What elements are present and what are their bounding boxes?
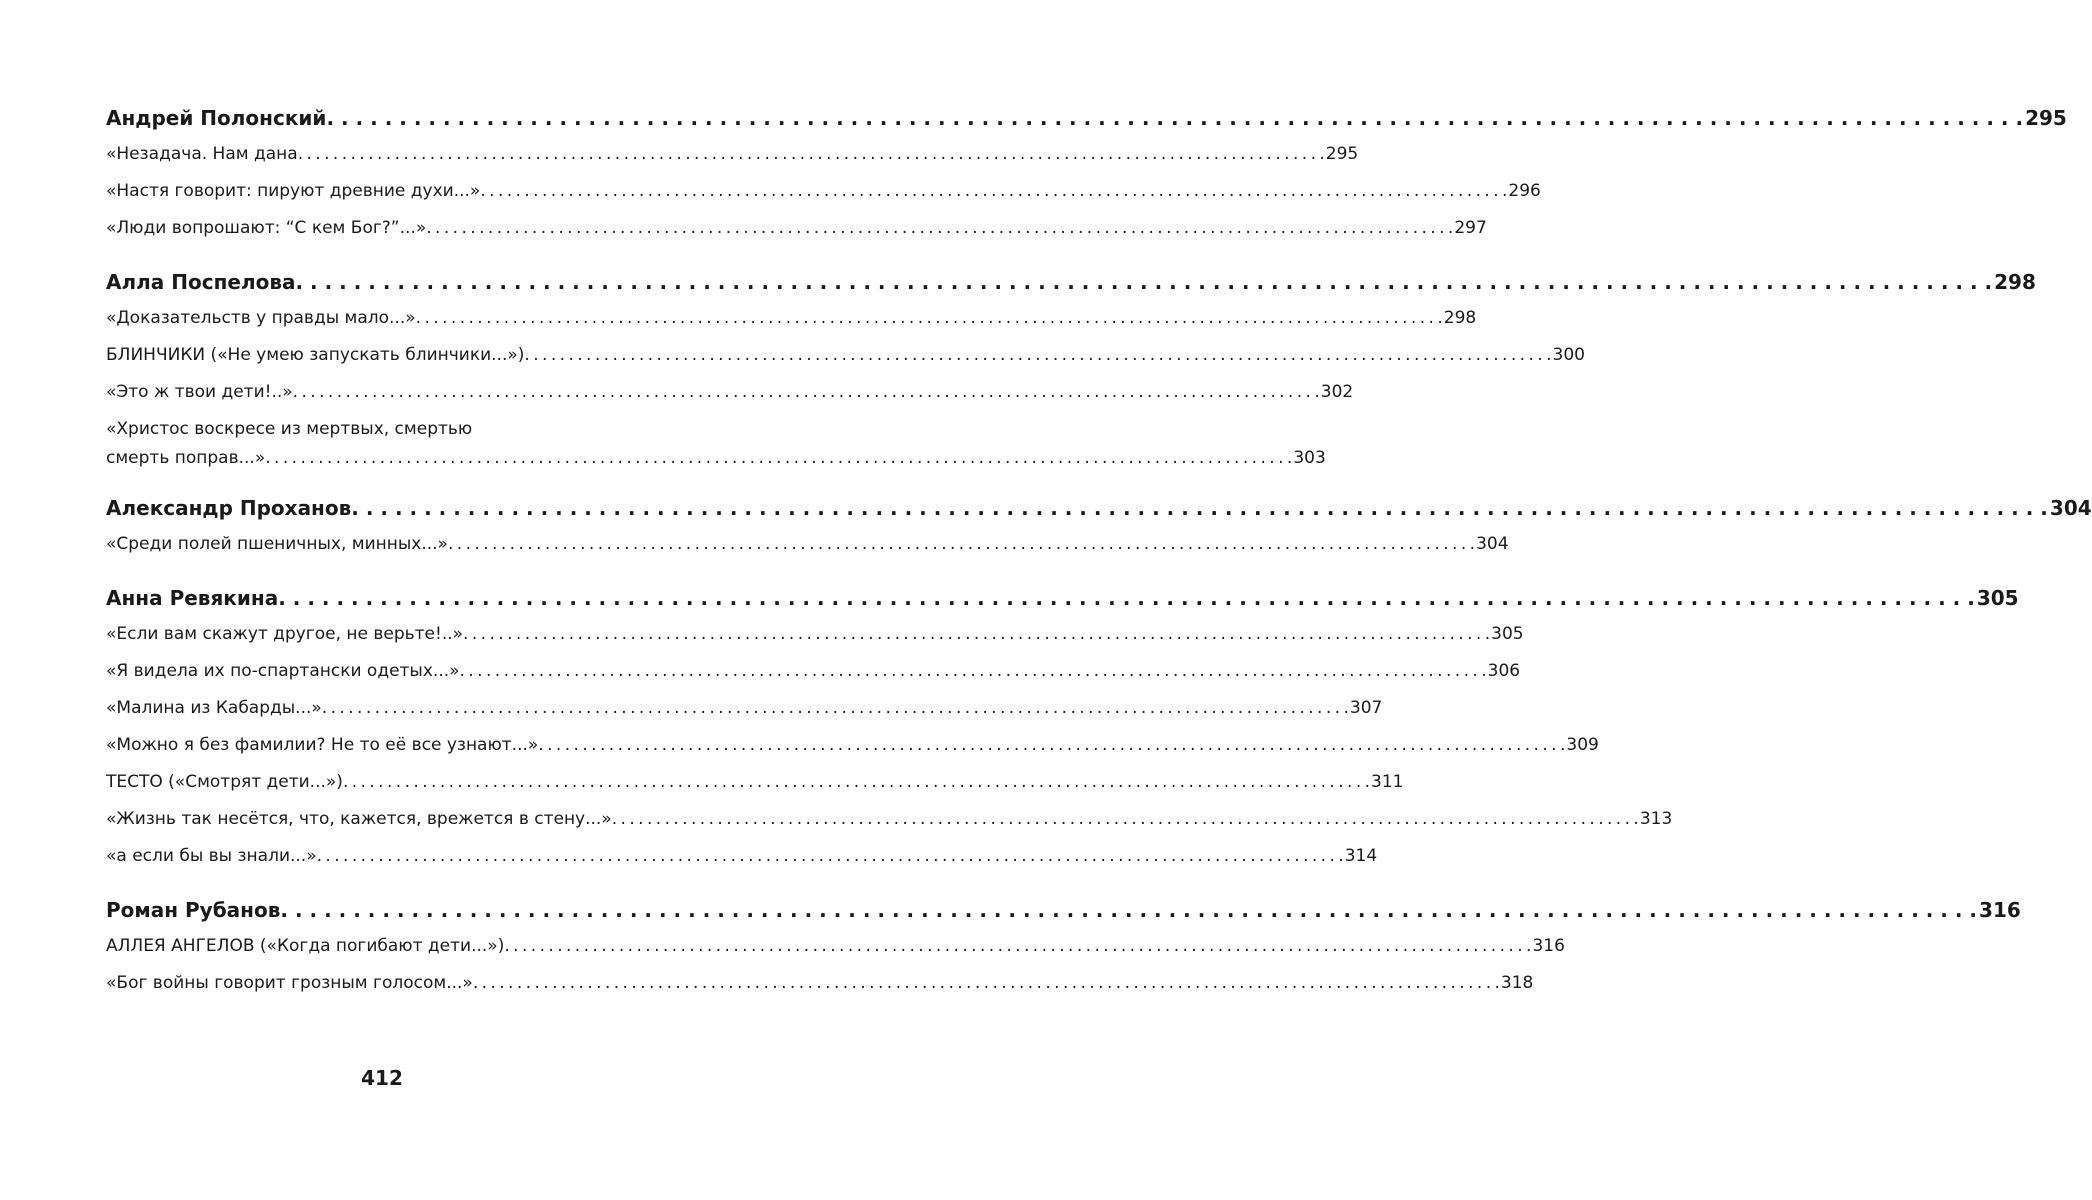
entry-page: 303 [1293, 448, 1326, 468]
author-name: Анна Ревякина [106, 586, 279, 610]
entry-page: 304 [1476, 534, 1509, 554]
leader-dots [351, 490, 2048, 526]
leader-dots [317, 838, 1343, 875]
leader-dots [278, 580, 1975, 616]
entry-title: «Это ж твои дети!..» [106, 382, 293, 402]
entry-page: 307 [1349, 698, 1383, 718]
author-page: 305 [1976, 586, 2019, 610]
leader-dots [538, 727, 1564, 764]
leader-dots [473, 965, 1499, 1002]
toc-entry [106, 337, 1585, 374]
author-heading [106, 100, 2067, 136]
entry-page: 297 [1454, 218, 1487, 238]
toc-entry [106, 173, 1541, 210]
toc-entry [106, 690, 1383, 727]
entry-page: 296 [1508, 181, 1541, 201]
author-heading [106, 892, 2021, 928]
leader-dots [296, 264, 1993, 300]
toc-section [106, 490, 2092, 563]
leader-dots [416, 300, 1442, 337]
entry-title: БЛИНЧИКИ («Не умею запускать блинчики...») [106, 345, 525, 365]
leader-dots [504, 928, 1530, 965]
entry-title: «Если вам скажут другое, не верьте!..» [106, 624, 464, 644]
author-page: 295 [2025, 106, 2067, 130]
toc-entry [106, 928, 1565, 965]
entry-page: 309 [1566, 735, 1599, 755]
leader-dots [448, 526, 1474, 563]
toc-entry [106, 136, 1359, 173]
leader-dots [524, 337, 1550, 374]
toc-section [106, 892, 2021, 1002]
author-page: 298 [1994, 270, 2036, 294]
author-name: Андрей Полонский [106, 106, 327, 130]
toc-entry [106, 526, 1509, 563]
leader-dots [426, 210, 1452, 247]
leader-dots [280, 892, 1977, 928]
toc-entry [106, 965, 1534, 1002]
entry-title: ТЕСТО («Смотрят дети...») [106, 772, 343, 792]
entry-title: АЛЛЕЯ АНГЕЛОВ («Когда погибают дети...») [106, 936, 505, 956]
toc-entry [106, 300, 1477, 337]
entry-page: 305 [1491, 624, 1524, 644]
author-name: Александр Проханов [106, 496, 352, 520]
leader-dots [612, 801, 1638, 838]
author-page: 304 [2049, 496, 2092, 520]
entry-title-line1: «Христос воскресе из мертвых, смертью [106, 419, 473, 439]
toc-section [106, 264, 2036, 473]
entry-page: 302 [1320, 382, 1354, 402]
toc-entry [106, 838, 1378, 875]
author-heading [106, 264, 2036, 300]
toc-entry [106, 801, 1673, 838]
leader-dots [463, 616, 1489, 653]
entry-title: «Среди полей пшеничных, минных...» [106, 534, 448, 554]
toc-entry [106, 764, 1404, 801]
author-name: Роман Рубанов [106, 898, 281, 922]
toc-section [106, 580, 2019, 875]
entry-page: 306 [1487, 661, 1521, 681]
author-heading [106, 580, 2019, 616]
entry-title: «а если бы вы знали...» [106, 846, 317, 866]
entry-title: «Бог войны говорит грозным голосом...» [106, 973, 473, 993]
leader-dots [322, 690, 1348, 727]
leader-dots [298, 136, 1324, 173]
entry-title: «Незадача. Нам дана [106, 144, 298, 164]
entry-page: 300 [1552, 345, 1585, 365]
entry-title: «Доказательств у правды мало...» [106, 308, 416, 328]
entry-title: «Жизнь так несётся, что, кажется, врежется в стену...» [106, 809, 612, 829]
entry-line2-row [106, 444, 1326, 473]
entry-page: 298 [1443, 308, 1477, 328]
entry-page: 316 [1532, 936, 1565, 956]
author-name: Алла Поспелова [106, 270, 296, 294]
entry-title: «Можно я без фамилии? Не то её все узнают...» [106, 735, 539, 755]
author-page: 316 [1979, 898, 2021, 922]
entry-page: 295 [1325, 144, 1359, 164]
entry-title: «Настя говорит: пируют древние духи...» [106, 181, 481, 201]
entry-page: 318 [1500, 973, 1534, 993]
entry-page: 313 [1639, 809, 1673, 829]
entry-page: 314 [1344, 846, 1378, 866]
entry-title: «Я видела их по-спартански одетых...» [106, 661, 460, 681]
leader-dots [326, 100, 2023, 136]
toc-section [106, 100, 2067, 247]
entry-page: 311 [1371, 772, 1404, 792]
leader-dots [293, 374, 1319, 411]
toc-entry [106, 374, 1354, 411]
leader-dots [343, 764, 1369, 801]
leader-dots [480, 173, 1506, 210]
leader-dots [265, 444, 1291, 473]
entry-title: «Малина из Кабарды...» [106, 698, 322, 718]
table-of-contents [106, 100, 2092, 1019]
entry-title-line2: смерть поправ...» [106, 448, 266, 468]
leader-dots [460, 653, 1486, 690]
toc-entry [106, 616, 1524, 653]
entry-title: «Люди вопрошают: “С кем Бог?”...» [106, 218, 427, 238]
toc-entry [106, 727, 1599, 764]
author-heading [106, 490, 2092, 526]
toc-entry [106, 653, 1521, 690]
toc-entry [106, 210, 1487, 247]
page-number: 412 [361, 1066, 403, 1090]
toc-entry-multiline [106, 411, 1326, 473]
